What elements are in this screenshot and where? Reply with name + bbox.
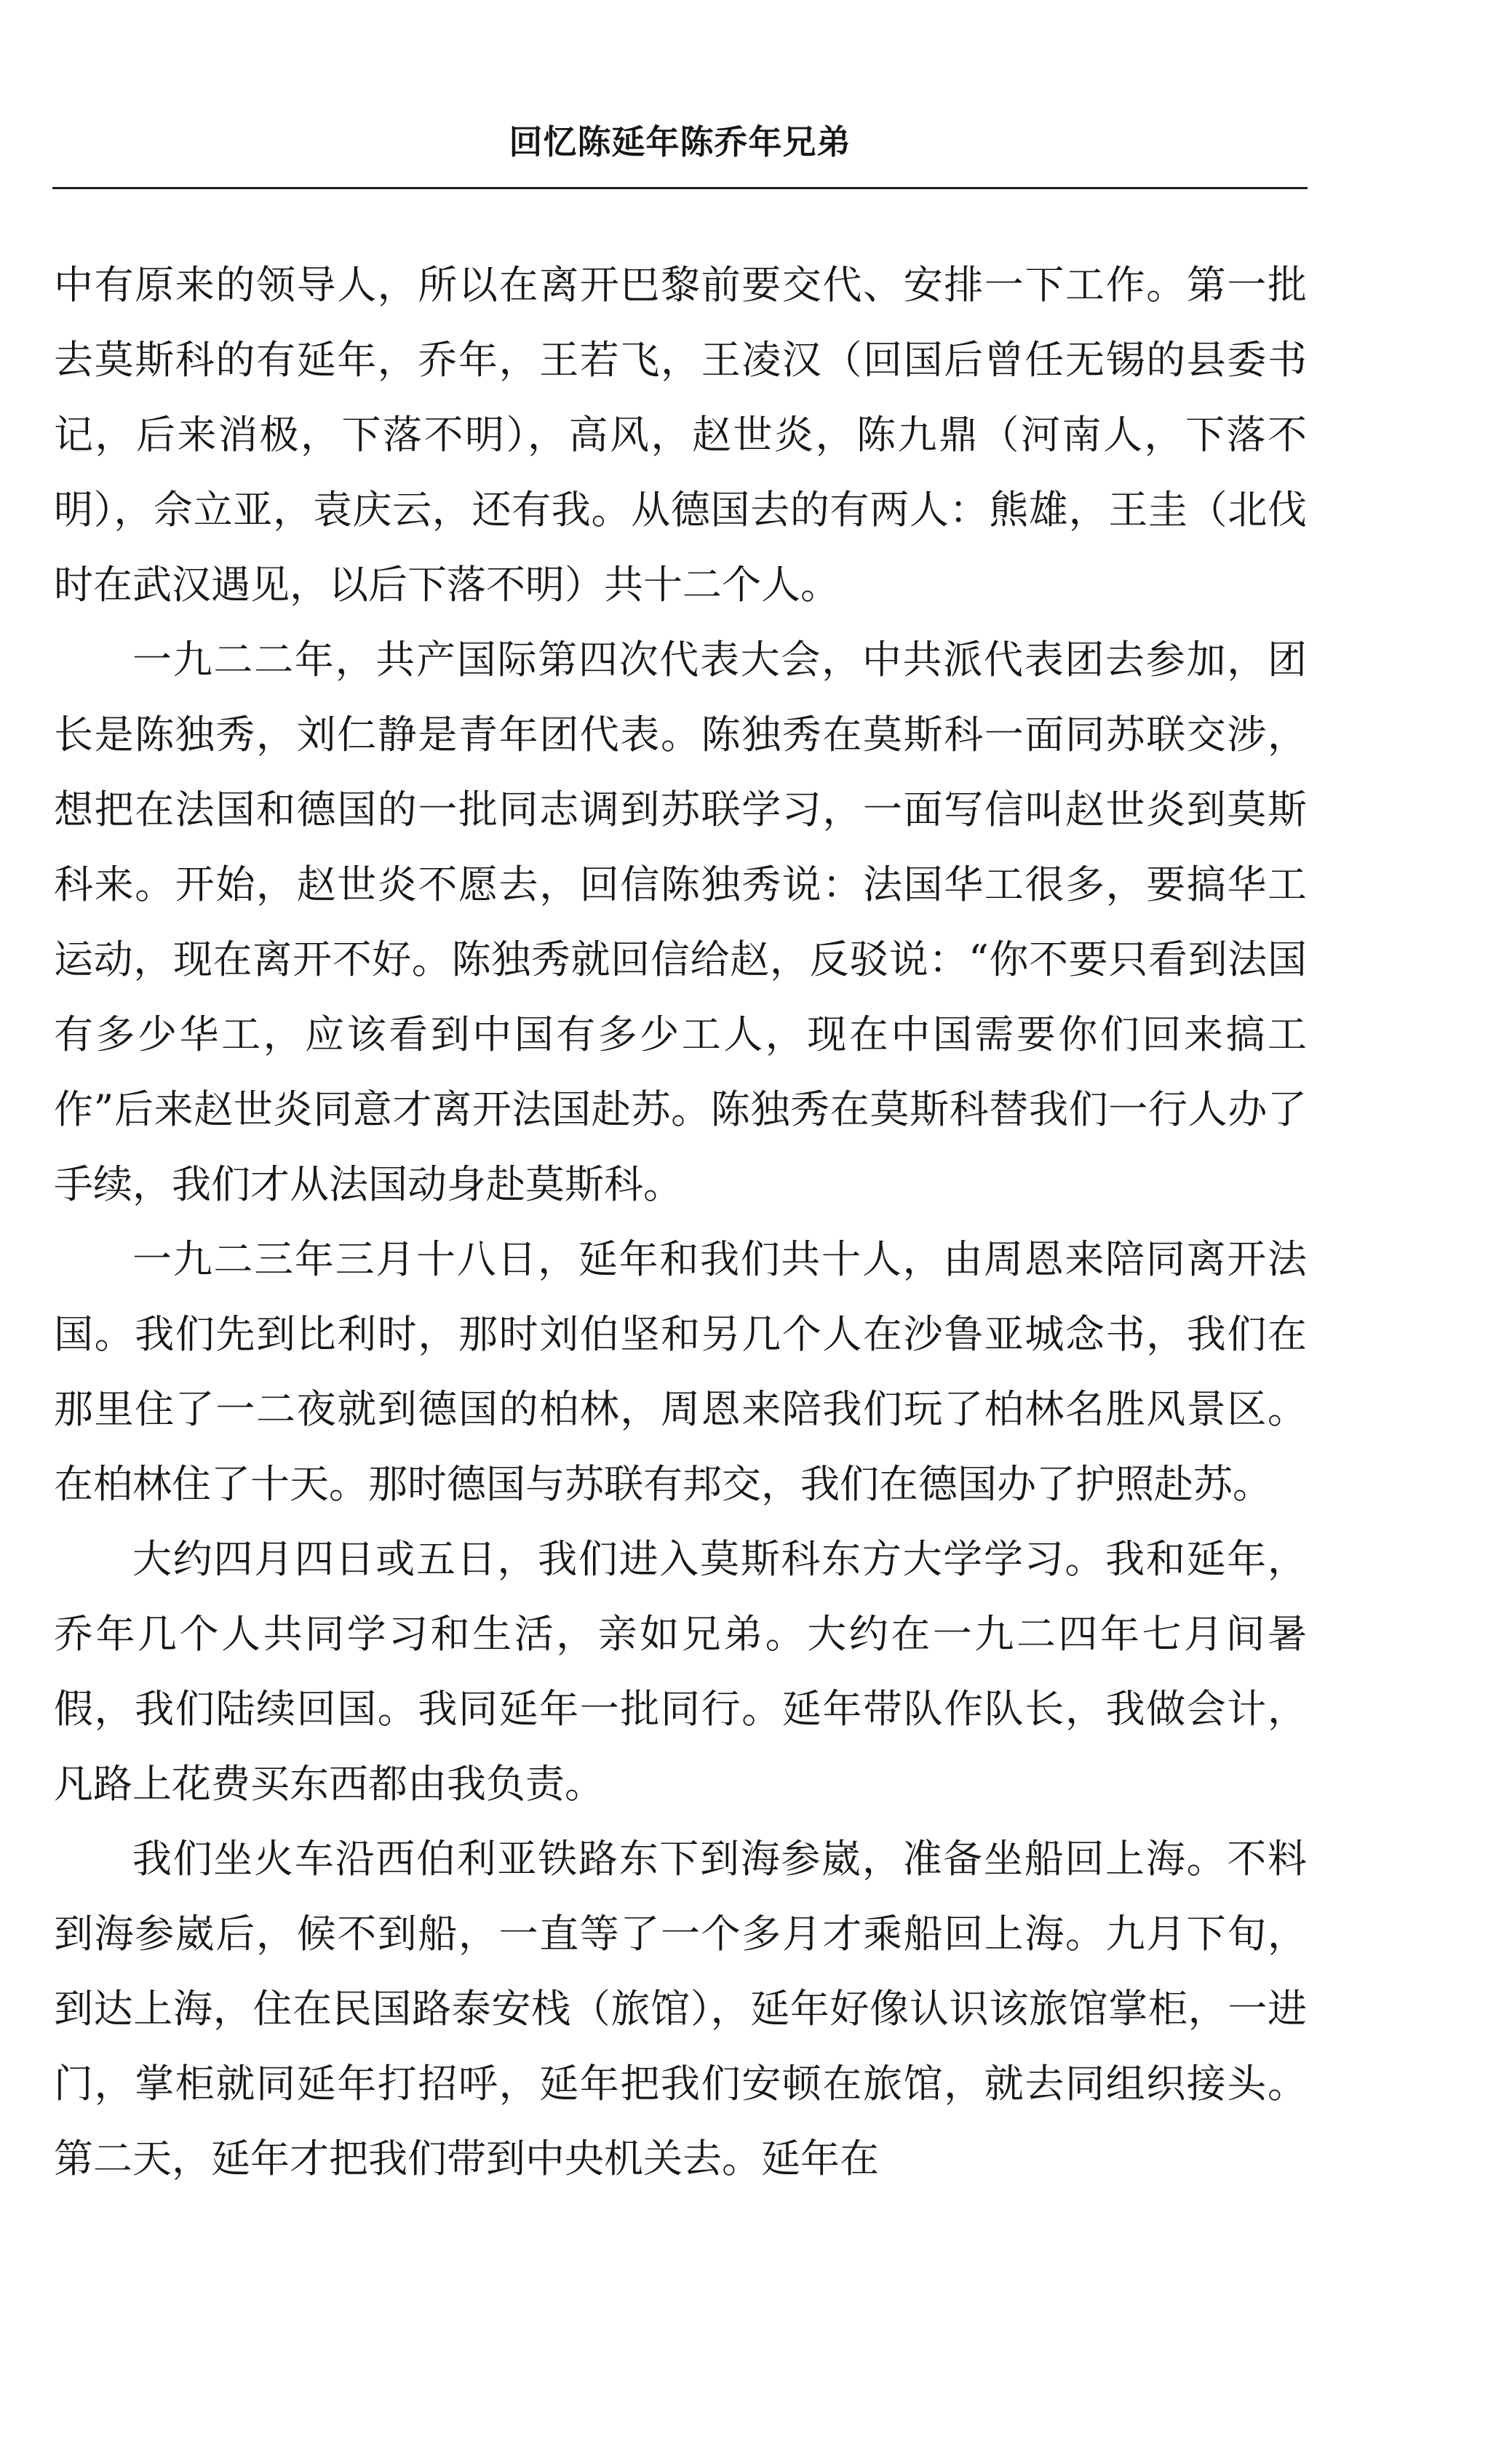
body-text xyxy=(54,247,1307,2196)
paragraph-1: 中有原来的领导人，所以在离开巴黎前要交代、安排一下工作。第一批去莫斯科的有延年，乔年，王若飞，王凌汉（回国后曾任无锡的县委书记，后来消极，下落不明），高风，赵世炎，陈九鼎（河南人，下落不明），佘立亚，袁庆云，还有我。从德国去的有两人：熊雄，王圭（北伐时在武汉遇见，以后下落不明）共十二个人。 xyxy=(54,262,1307,608)
header-divider xyxy=(52,187,1308,189)
running-header: 回忆陈延年陈乔年兄弟 xyxy=(509,122,851,162)
paragraph-2: 一九二二年，共产国际第四次代表大会，中共派代表团去参加，团长是陈独秀，刘仁静是青年团代表。陈独秀在莫斯科一面同苏联交涉，想把在法国和德国的一批同志调到苏联学习，一面写信叫赵世炎到莫斯科来。开始，赵世炎不愿去，回信陈独秀说：法国华工很多，要搞华工运动，现在离开不好。陈独秀就回信给赵，反驳说：“你不要只看到法国有多少华工，应该看到中国有多少工人，现在中国需要你们回来搞工作”后来赵世炎同意才离开法国赴苏。陈独秀在莫斯科替我们一行人办了手续，我们才从法国动身赴莫斯科。 xyxy=(54,637,1307,1207)
paragraph-5: 我们坐火车沿西伯利亚铁路东下到海参崴，准备坐船回上海。不料到海参崴后，候不到船，一直等了一个多月才乘船回上海。九月下旬，到达上海，住在民国路泰安栈（旅馆），延年好像认识该旅馆掌柜，一进门，掌柜就同延年打招呼，延年把我们安顿在旅馆，就去同组织接头。第二天，延年才把我们带到中央机关去。延年在 xyxy=(54,1836,1307,2181)
paragraph-4: 大约四月四日或五日，我们进入莫斯科东方大学学习。我和延年，乔年几个人共同学习和生活，亲如兄弟。大约在一九二四年七月间暑假，我们陆续回国。我同延年一批同行。延年带队作队长，我做会计，凡路上花费买东西都由我负责。 xyxy=(54,1536,1307,1807)
paragraph-3: 一九二三年三月十八日，延年和我们共十人，由周恩来陪同离开法国。我们先到比利时，那时刘伯坚和另几个人在沙鲁亚城念书，我们在那里住了一二夜就到德国的柏林，周恩来陪我们玩了柏林名胜风景区。在柏林住了十天。那时德国与苏联有邦交，我们在德国办了护照赴苏。 xyxy=(54,1236,1307,1507)
